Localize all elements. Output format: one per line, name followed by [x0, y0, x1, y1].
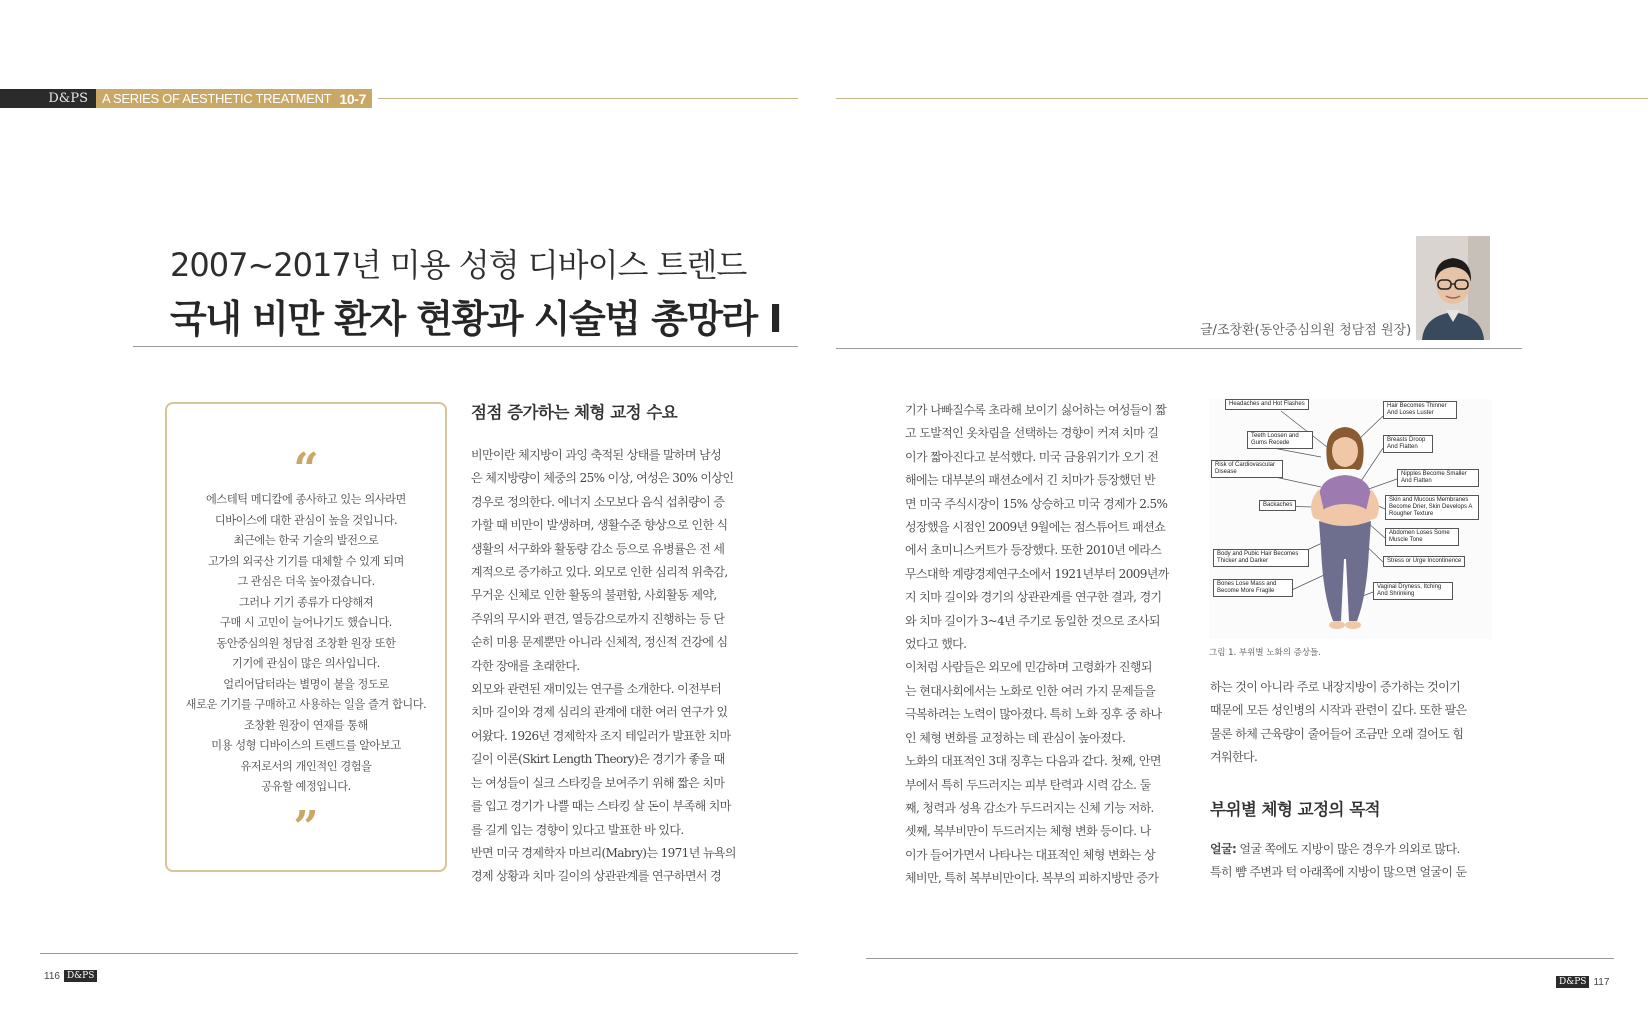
series-title: A SERIES OF AESTHETIC TREATMENT [102, 91, 332, 106]
section-heading-purpose: 부위별 체형 교정의 목적 [1210, 800, 1381, 819]
series-header [0, 89, 378, 108]
body-line: 셋째, 복부비만이 두드러지는 체형 변화 등이다. 나 [905, 824, 1151, 839]
series-label [96, 89, 372, 108]
quote-line: 얼리어답터라는 별명이 붙을 정도로 [223, 677, 389, 691]
body-line: 부에서 특히 두드러지는 피부 탄력과 시력 감소. 둘 [905, 777, 1151, 792]
figure-label: Headaches and Hot Flashes [1225, 399, 1309, 410]
body-line: 가할 때 비만이 발생하며, 생활수준 향상으로 인한 식 [471, 518, 728, 533]
section-heading-demand: 점점 증가하는 체형 교정 수요 [471, 403, 678, 422]
quote-line: 새로운 기기를 구매하고 사용하는 일을 즐겨 합니다. [185, 698, 427, 711]
body-line: 고 도발적인 옷차림을 선택하는 경향이 커져 치마 길 [905, 426, 1159, 441]
figure-label: Teeth Loosen and Gums Recede [1247, 431, 1313, 449]
quote-line: 기기에 관심이 많은 의사입니다. [232, 657, 380, 670]
body-line: 무거운 신체로 인한 활동의 불편함, 사회활동 제약, [471, 588, 717, 603]
figure-label: Stress or Urge Incontinence [1383, 556, 1465, 567]
body-line: 길이 이론(Skirt Length Theory)은 경기가 좋을 때 [471, 752, 725, 767]
figure-label: Skin and Mucous Membranes Become Drier, Skin Develops A Rougher Texture [1385, 495, 1479, 520]
quote-text [177, 490, 435, 798]
dps-logo: D&PS [0, 89, 96, 108]
body-line: 체비만, 특히 복부비만이다. 복부의 피하지방만 증가 [905, 871, 1159, 886]
body-line: 는 여성들이 실크 스타킹을 보여주기 위해 짧은 치마 [471, 775, 725, 790]
body-line: 순히 미용 문제뿐만 아니라 신체적, 정신적 건강에 심 [471, 635, 728, 650]
open-quote-mark: “ [293, 444, 319, 495]
body-line: 지 치마 길이와 경기의 상관관계를 연구한 결과, 경기 [905, 590, 1162, 605]
body-column-2 [905, 399, 1187, 891]
title-rule-left [133, 346, 798, 347]
body-line: 외모와 관련된 재미있는 연구를 소개한다. 이전부터 [471, 682, 722, 697]
figure-label: Backaches [1259, 500, 1296, 511]
body-line: 면 미국 주식시장이 15% 상승하고 미국 경제가 2.5% [905, 496, 1168, 511]
body-column-4 [1210, 838, 1495, 885]
body-line: 었다고 했다. [905, 637, 967, 652]
body-line: 비만이란 체지방이 과잉 축적된 상태를 말하며 남성 [471, 448, 722, 462]
body-line: 하는 것이 아니라 주로 내장지방이 증가하는 것이기 [1210, 680, 1461, 694]
figure-label: Nipples Become Smaller And Flatten [1397, 469, 1479, 487]
quote-line: 그 관심은 더욱 높아졌습니다. [237, 575, 375, 588]
figure-label: Abdomen Loses Some Muscle Tone [1385, 528, 1459, 546]
quote-line: 그러나 기기 종류가 다양해져 [238, 595, 374, 609]
body-line: 에서 초미니스커트가 등장했다. 또한 2010년 에라스 [905, 543, 1162, 558]
body-line: 째, 청력과 성욕 감소가 두드러지는 신체 기능 저하. [905, 800, 1154, 815]
body-line: 해에는 대부분의 패션쇼에서 긴 치마가 등장했던 반 [905, 473, 1156, 488]
body-line: 겨워한다. [1210, 750, 1258, 765]
body-line: 이가 짧아진다고 분석했다. 미국 금융위기가 오기 전 [905, 449, 1159, 464]
body-line: 반면 미국 경제학자 마브리(Mabry)는 1971년 뉴욕의 [471, 845, 736, 860]
figure-label: Risk of Cardiovascular Disease [1211, 460, 1283, 478]
body-line: 이가 들어가면서 나타나는 대표적인 체형 변화는 상 [905, 847, 1156, 862]
body-line: 때문에 모든 성인병의 시작과 관련이 깊다. 또한 팔은 [1210, 703, 1467, 718]
body-line: 어왔다. 1926년 경제학자 조지 테일러가 발표한 치마 [471, 728, 731, 743]
figure-label: Bones Lose Mass and Become More Fragile [1213, 579, 1293, 597]
quote-line: 최근에는 한국 기술의 발전으로 [233, 534, 379, 547]
body-line: 극복하려는 노력이 많아졌다. 특히 노화 징후 중 하나 [905, 707, 1162, 722]
quote-line: 구매 시 고민이 늘어나기도 했습니다. [220, 616, 392, 629]
body-line: 각한 장애를 초래한다. [471, 658, 580, 673]
body-line: 계적으로 증가하고 있다. 외모로 인한 심리적 위축감, [471, 565, 728, 580]
page-number-left [44, 970, 97, 982]
figure-label: Vaginal Dryness, Itching And Shrinking [1373, 582, 1453, 600]
quote-line: 유저로서의 개인적인 경험을 [240, 759, 372, 773]
face-text: 얼굴 쪽에도 지방이 많은 경우가 의외로 많다. [1236, 842, 1460, 856]
body-line: 물론 하체 근육량이 줄어들어 조금만 오래 걸어도 힘 [1210, 726, 1464, 741]
body-line: 치마 길이와 경제 심리의 관계에 대한 여러 연구가 있 [471, 705, 728, 720]
header-rule-left [378, 98, 798, 99]
body-line: 특히 뺨 주변과 턱 아래쪽에 지방이 많으면 얼굴이 둔 [1210, 865, 1467, 880]
quote-line: 에스테틱 메디칼에 종사하고 있는 의사라면 [206, 493, 406, 506]
body-line: 생활의 서구화와 활동량 감소 등으로 유병률은 전 세 [471, 541, 725, 556]
page-number: 117 [1593, 976, 1610, 988]
figure-label: Hair Becomes Thinner And Loses Luster [1383, 401, 1457, 419]
header-rule-right [836, 98, 1648, 99]
intro-quote-box [165, 402, 447, 872]
body-line [1210, 838, 1495, 861]
body-column-1 [471, 444, 754, 889]
figure-caption: 그림 1. 부위별 노화의 증상들. [1209, 648, 1321, 658]
quote-line: 고가의 외국산 기기를 대체할 수 있게 되며 [208, 554, 404, 568]
quote-line: 동안중심의원 청담점 조창환 원장 또한 [216, 636, 396, 650]
author-byline: 글/조창환(동안중심의원 청담점 원장) [1200, 323, 1412, 338]
body-line: 무스대학 계량경제연구소에서 1921년부터 2009년까 [905, 566, 1169, 581]
author-photo [1416, 236, 1490, 340]
figure-label: Breasts Droop And Flatten [1383, 435, 1433, 453]
quote-line: 공유할 예정입니다. [261, 780, 351, 793]
body-line: 를 길게 입는 경향이 있다고 발표한 바 있다. [471, 822, 684, 837]
face-label: 얼굴: [1210, 842, 1237, 856]
footer-rule-left [40, 953, 798, 954]
quote-line: 미용 성형 디바이스의 트렌드를 알아보고 [211, 739, 401, 752]
page-number-right [1556, 976, 1609, 988]
footer-logo: D&PS [1556, 976, 1589, 988]
title-line-2: 국내 비만 환자 현황과 시술법 총망라 I [170, 297, 782, 341]
body-line: 은 체지방량이 체중의 25% 이상, 여성은 30% 이상인 [471, 471, 734, 486]
aging-symptoms-figure [1209, 399, 1492, 639]
footer-logo: D&PS [64, 970, 97, 982]
body-line: 노화의 대표적인 3대 징후는 다음과 같다. 첫째, 안면 [905, 754, 1161, 769]
body-line: 경제 상황과 치마 길이의 상관관계를 연구하면서 경 [471, 869, 722, 884]
body-line: 와 치마 길이가 3~4년 주기로 동일한 것으로 조사되 [905, 613, 1160, 628]
body-line: 주위의 무시와 편견, 열등감으로까지 진행하는 등 단 [471, 611, 725, 626]
body-line: 를 입고 경기가 나쁠 때는 스타킹 살 돈이 부족해 치마 [471, 799, 731, 814]
body-line: 기가 나빠질수록 초라해 보이기 싫어하는 여성들이 짧 [905, 403, 1167, 417]
body-line: 경우로 정의한다. 에너지 소모보다 음식 섭취량이 증 [471, 494, 725, 509]
series-number: 10-7 [339, 90, 367, 107]
figure-label: Body and Pubic Hair Becomes Thicker and Darker [1213, 549, 1309, 567]
body-line: 인 체형 변화를 교정하는 데 관심이 높아졌다. [905, 730, 1126, 745]
body-line: 성장했을 시점인 2009년 9월에는 점스튜어트 패션쇼 [905, 520, 1166, 535]
quote-line: 디바이스에 대한 관심이 높을 것입니다. [214, 513, 398, 527]
footer-rule-right [866, 958, 1614, 959]
body-column-3 [1210, 676, 1495, 770]
close-quote-mark: ” [293, 802, 319, 853]
title-line-1: 2007~2017년 미용 성형 디바이스 트렌드 [170, 246, 747, 284]
quote-line: 조창환 원장이 연재를 통해 [244, 718, 368, 732]
title-rule-right [836, 348, 1522, 349]
body-line: 이처럼 사람들은 외모에 민감하며 고령화가 진행되 [905, 660, 1152, 675]
page-number: 116 [44, 970, 60, 982]
body-line: 는 현대사회에서는 노화로 인한 여러 가지 문제들을 [905, 683, 1156, 698]
